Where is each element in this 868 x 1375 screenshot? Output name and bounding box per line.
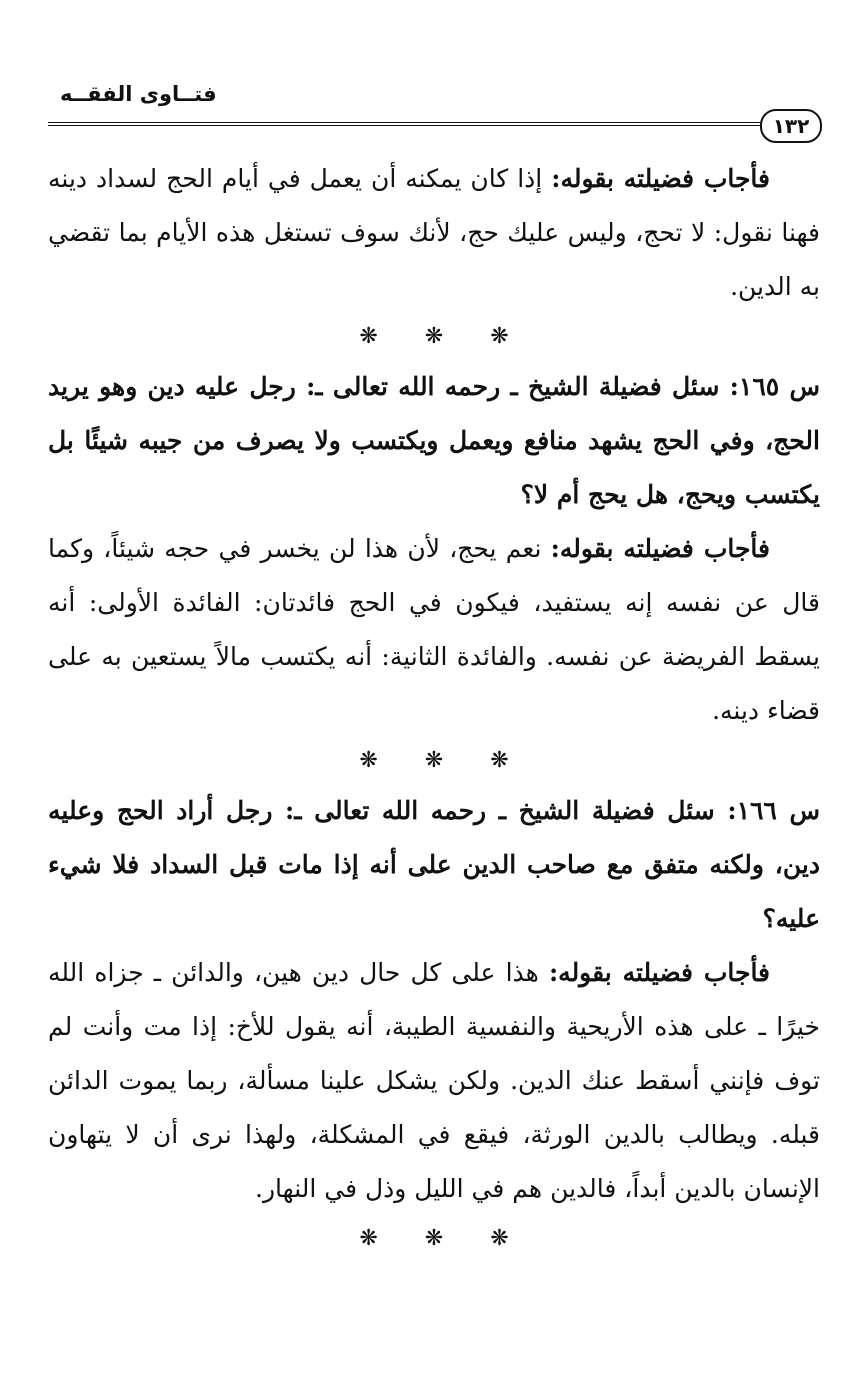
asterism-separator: ❋ ❋ ❋ [359, 748, 509, 773]
answer-paragraph-165 [48, 522, 820, 738]
question-text: سئل فضيلة الشيخ ـ رحمه الله تعالى ـ: رجل عليه دين وهو يريد الحج، وفي الحج يشهد منافع ويعمل ويكتسب ولا يصرف من جيبه شيئًا بل يكتسب ويحج، هل يحج أم لا؟ [48, 372, 820, 509]
question-paragraph-165 [48, 360, 820, 522]
answer-text: هذا على كل حال دين هين، والدائن ـ جزاه الله خيرًا ـ على هذه الأريحية والنفسية الطيبة، أنه يقول للأخ: إذا مت وأنت لم توف فإنني أسقط عنك الدين. ولكن يشكل علينا مسألة، ربما يموت الدائن قبله. ويطالب بالدين الورثة، فيقع في المشكلة، ولهذا نرى أن لا يتهاون الإنسان بالدين أبداً، فالدين هم في الليل وذل في النهار. [48, 958, 820, 1203]
answer-paragraph-166 [48, 946, 820, 1216]
question-paragraph-166 [48, 784, 820, 946]
answer-text: إذا كان يمكنه أن يعمل في أيام الحج لسداد دينه فهنا نقول: لا تحج، وليس عليك حج، لأنك سوف تستغل هذه الأيام بما تقضي به الدين. [48, 164, 820, 301]
answer-paragraph [48, 152, 820, 314]
question-number: س ١٦٥: [729, 372, 820, 401]
answer-text: نعم يحج، لأن هذا لن يخسر في حجه شيئاً، وكما قال عن نفسه إنه يستفيد، فيكون في الحج فائدتان: الفائدة الأولى: أنه يسقط الفريضة عن نفسه. والفائدة الثانية: أنه يكتسب مالاً يستعين به على قضاء دينه. [48, 534, 820, 725]
page-body [48, 152, 820, 1262]
asterism-separator: ❋ ❋ ❋ [359, 1226, 509, 1251]
running-title: فتــاوى الفقــه [60, 82, 217, 106]
answer-lead: فأجاب فضيلته بقوله: [550, 534, 770, 563]
question-number: س ١٦٦: [727, 796, 820, 825]
question-text: سئل فضيلة الشيخ ـ رحمه الله تعالى ـ: رجل أراد الحج وعليه دين، ولكنه متفق مع صاحب الدين على أنه إذا مات قبل السداد فلا شيء عليه؟ [48, 796, 820, 933]
answer-lead: فأجاب فضيلته بقوله: [551, 164, 771, 193]
asterism-separator: ❋ ❋ ❋ [359, 324, 509, 349]
page-number: ١٣٢ [760, 109, 822, 143]
answer-lead: فأجاب فضيلته بقوله: [548, 958, 771, 987]
header-double-rule [48, 122, 764, 126]
